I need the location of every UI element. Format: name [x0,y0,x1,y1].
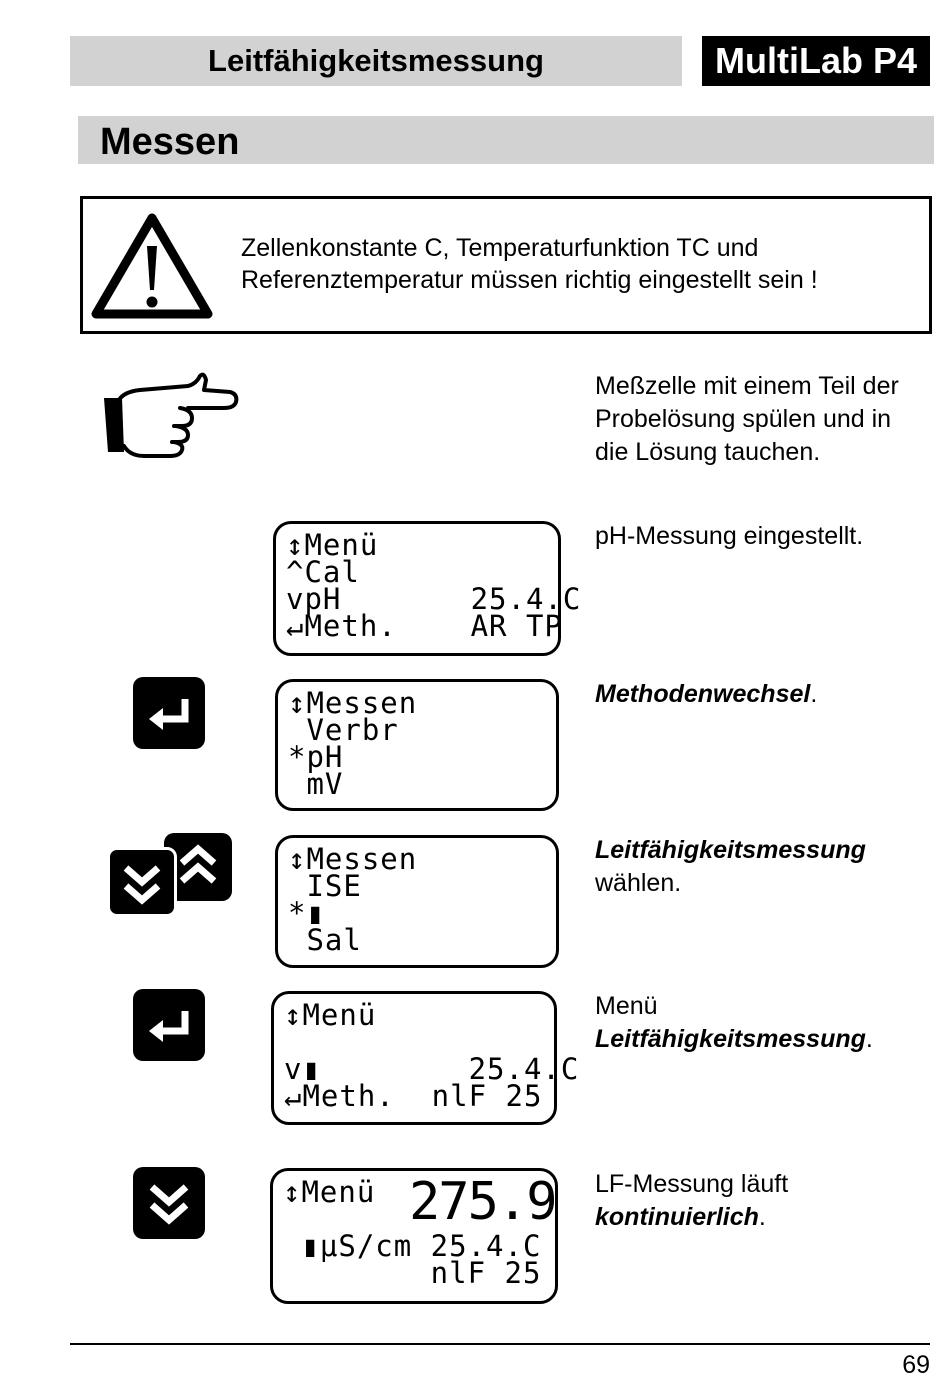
down-key[interactable] [133,1167,205,1239]
step-4-text [595,990,945,1056]
down-key[interactable] [107,847,177,917]
lcd-line: *▮ [288,896,325,930]
hint-line-1: Meßzelle mit einem Teil der [595,372,899,400]
lcd-line: nlF 25 [283,1256,542,1290]
page-number: 69 [902,1351,930,1379]
lcd-line: ↕Messen [288,686,418,720]
hint-text [595,370,945,469]
hint-line-2: Probelösung spülen und in [595,405,892,433]
lcd-display-1 [273,521,582,656]
section-header: Leitfähigkeitsmessung [70,36,682,86]
lcd-line: ↵Meth. nlF 25 [284,1079,543,1113]
enter-key[interactable] [133,989,205,1061]
warning-line-2: Referenztemperatur müssen richtig eingestellt sein ! [241,266,818,294]
lcd-big-value: 275.9 [409,1172,556,1232]
step-3-bold: Leitfähigkeitsmessung [595,836,866,864]
step-4-before: Menü [595,992,658,1020]
step-2-after: . [810,680,818,708]
step-5-before: LF-Messung läuft [595,1170,789,1198]
lcd-display-4 [271,991,580,1125]
lcd-display-5 [270,1168,558,1304]
warning-triangle-icon [90,212,214,320]
double-chevron-down-icon [110,850,174,914]
lcd-line: ↕Menü [284,998,377,1032]
step-2-bold: Methodenwechsel [595,680,811,708]
warning-line-1: Zellenkonstante C, Temperaturfunktion TC und [241,234,759,262]
lcd-line: mV [288,767,344,801]
lcd-line: ↕Messen [288,842,418,876]
step-1-text: pH-Messung eingestellt. [595,522,864,550]
lcd-line: ▮μS/cm 25.4.C [283,1229,542,1263]
warning-text [241,232,901,296]
pointing-hand-icon [100,372,242,458]
lcd-line: *pH [288,740,344,774]
footer-rule [70,1343,930,1345]
step-2-text [595,678,945,711]
page-title: Messen [78,116,934,164]
step-5-after: . [758,1203,766,1231]
step-5-text [595,1168,945,1234]
lcd-line: Verbr [288,713,399,747]
step-4-after: . [865,1025,873,1053]
lcd-line: ISE [288,869,362,903]
hint-line-3: die Lösung tauchen. [595,438,821,466]
enter-icon [133,677,205,749]
enter-icon [133,989,205,1061]
enter-key[interactable] [133,677,205,749]
lcd-line: ↕Menü [283,1175,376,1209]
lcd-line: ^Cal [286,555,360,589]
lcd-line: ↵Meth. AR TP [286,609,563,643]
lcd-display-3 [275,835,559,968]
lcd-line: vpH 25.4.C [286,582,582,616]
double-chevron-down-icon [133,1167,205,1239]
step-3-after: wählen. [595,869,682,897]
model-label: MultiLab P4 [702,36,930,86]
lcd-line: ↕Menü [286,528,379,562]
lcd-display-2 [275,679,559,811]
step-4-bold: Leitfähigkeitsmessung [595,1025,866,1053]
step-3-text [595,834,945,900]
step-5-bold: kontinuierlich [595,1203,759,1231]
lcd-line: v▮ 25.4.C [284,1052,580,1086]
lcd-line: Sal [288,923,362,957]
